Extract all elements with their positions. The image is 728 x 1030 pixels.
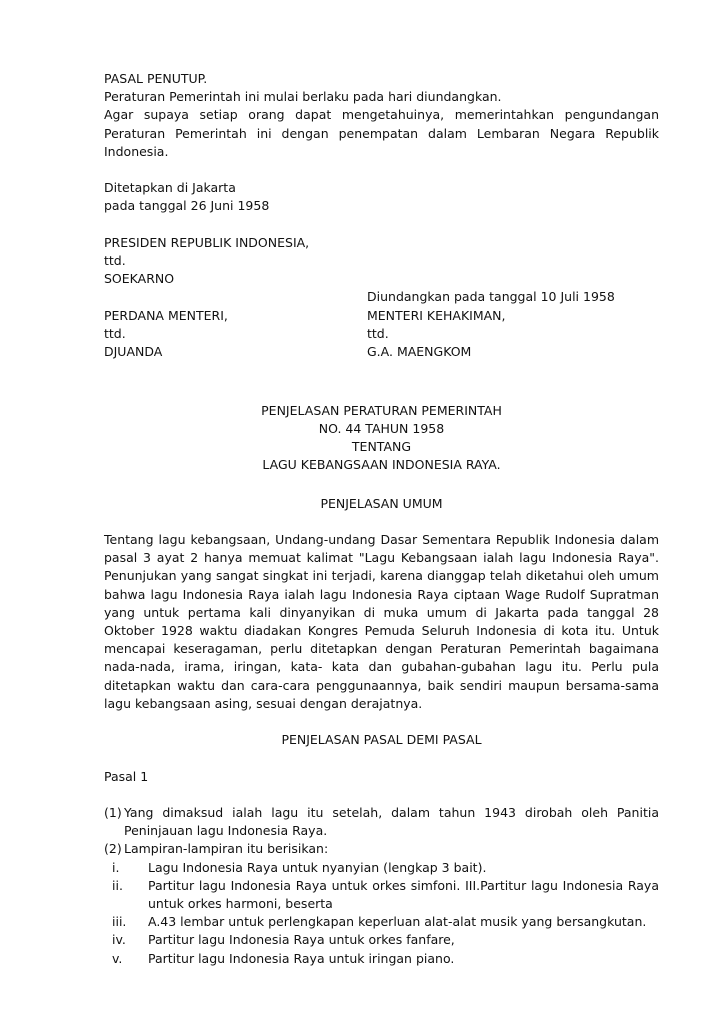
sub-list-item	[104, 950, 659, 968]
prime-minister-name: DJUANDA	[104, 343, 163, 359]
document-page	[104, 70, 659, 968]
closing-line: Peraturan Pemerintah ini mulai berlaku pada hari diundangkan.	[104, 89, 502, 105]
explanation-title-2: NO. 44 TAHUN 1958	[318, 420, 445, 436]
sub-list-item	[104, 859, 659, 877]
general-heading: PENJELASAN UMUM	[320, 495, 443, 511]
enacted-date: pada tanggal 26 Juni 1958	[104, 198, 270, 214]
president-ttd: ttd.	[104, 253, 126, 268]
articles-heading: PENJELASAN PASAL DEMI PASAL	[281, 732, 482, 748]
promulgated-date: Diundangkan pada tanggal 10 Juli 1958	[367, 289, 615, 305]
explanation-title-4: LAGU KEBANGSAAN INDONESIA RAYA.	[262, 457, 501, 473]
sub-item-text: Partitur lagu Indonesia Raya untuk iringan piano.	[148, 950, 455, 966]
justice-minister-ttd: ttd.	[367, 325, 389, 341]
signatory-ttd-row	[104, 325, 659, 343]
signatory-title-row	[104, 307, 659, 325]
closing-paragraph: Agar supaya setiap orang dapat mengetahuinya, memerintahkan pengundangan Peraturan Pemerintah ini dengan penempatan dalam Lembaran Negara Republik Indonesia.	[104, 107, 659, 159]
president-title: PRESIDEN REPUBLIK INDONESIA,	[104, 234, 310, 250]
sub-item-number: ii.	[112, 877, 123, 893]
sub-item-text: A.43 lembar untuk perlengkapan keperluan alat-alat musik yang bersangkutan.	[148, 914, 647, 930]
explanation-title-1: PENJELASAN PERATURAN PEMERINTAH	[261, 402, 502, 418]
item-number: (1)	[104, 804, 122, 820]
sub-item-text: Lagu Indonesia Raya untuk nyanyian (lengkap 3 bait).	[148, 859, 487, 875]
sub-item-number: i.	[112, 859, 120, 875]
president-name: SOEKARNO	[104, 271, 175, 287]
sub-item-number: iii.	[112, 914, 127, 930]
enacted-place: Ditetapkan di Jakarta	[104, 180, 236, 196]
justice-minister-name: G.A. MAENGKOM	[367, 343, 472, 359]
item-number: (2)	[104, 841, 122, 857]
sub-list-item	[104, 877, 659, 913]
sub-item-number: v.	[112, 950, 123, 966]
explanation-title-3: TENTANG	[351, 438, 412, 454]
sub-item-text: Partitur lagu Indonesia Raya untuk orkes simfoni. III.Partitur lagu Indonesia Raya untuk orkes harmoni, beserta	[148, 877, 659, 911]
list-item	[104, 804, 659, 840]
item-text: Yang dimaksud ialah lagu itu setelah, dalam tahun 1943 dirobah oleh Panitia Peninjauan lagu Indonesia Raya.	[124, 804, 659, 839]
justice-minister-title: MENTERI KEHAKIMAN,	[367, 307, 506, 323]
sub-list-item	[104, 931, 659, 949]
signatory-name-row	[104, 343, 659, 361]
list-item	[104, 840, 659, 858]
general-paragraph: Tentang lagu kebangsaan, Undang-undang Dasar Sementara Republik Indonesia dalam pasal 3 ayat 2 hanya memuat kalimat "Lagu Kebangsaan ialah lagu Indonesia Raya". Penunjukan yang sangat singkat ini terjadi, karena dianggap telah diketahui oleh umum bahwa lagu Indonesia Raya ialah lagu Indonesia Raya ciptaan Wage Rudolf Supratman yang untuk pertama kali dinyanyikan di muka umum di Jakarta pada tanggal 28 Oktober 1928 waktu diadakan Kongres Pemuda Seluruh Indonesia di kota itu. Untuk mencapai keseragaman, perlu ditetapkan dengan Peraturan Pemerintah bagaimana nada-nada, irama, iringan, kata- kata dan gubahan-gubahan lagu itu. Perlu pula ditetapkan waktu dan cara-cara penggunaannya, baik sendiri maupun bersama-sama lagu kebangsaan asing, sesuai dengan derajatnya.	[104, 531, 659, 711]
prime-minister-ttd: ttd.	[104, 325, 126, 341]
closing-heading: PASAL PENUTUP.	[104, 71, 208, 86]
article-list	[104, 804, 659, 968]
sub-item-text: Partitur lagu Indonesia Raya untuk orkes fanfare,	[148, 932, 455, 948]
promulgated-row	[104, 288, 659, 306]
pasal-heading: Pasal 1	[104, 768, 149, 784]
prime-minister-title: PERDANA MENTERI,	[104, 307, 228, 323]
sub-item-number: iv.	[112, 932, 126, 948]
sub-list-item	[104, 913, 659, 931]
item-text: Lampiran-lampiran itu berisikan:	[124, 841, 329, 857]
